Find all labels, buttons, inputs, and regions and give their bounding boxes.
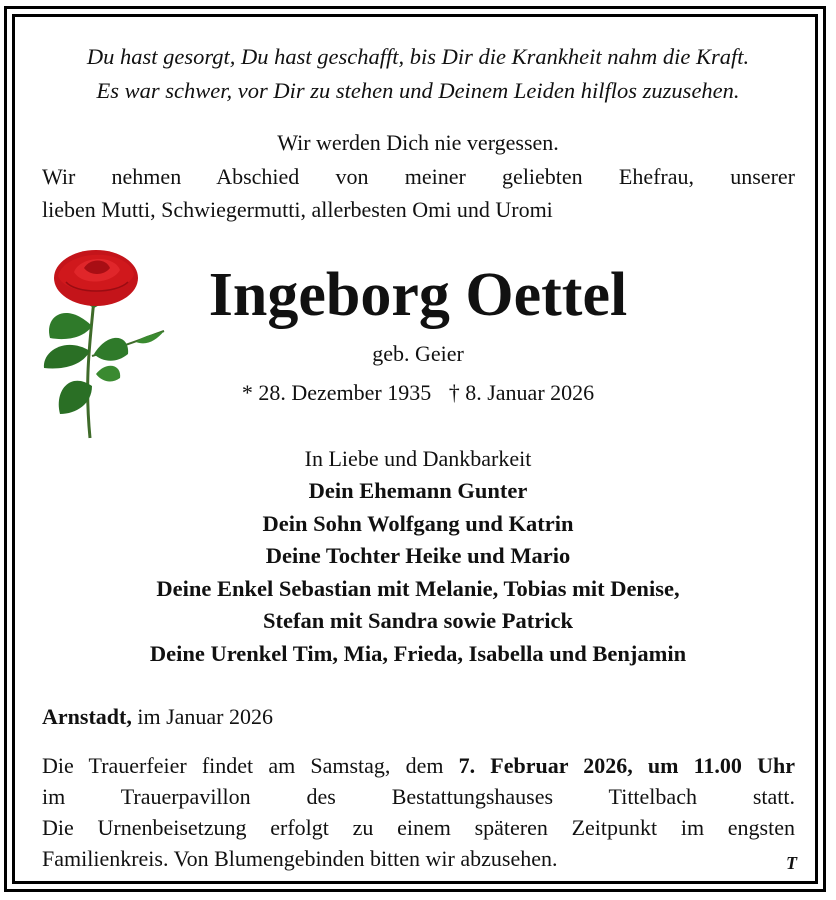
publisher-mark: T [786, 853, 797, 873]
maiden-name: geb. Geier [372, 341, 464, 366]
deceased-name: Ingeborg Oettel [208, 261, 628, 329]
place-date [42, 702, 273, 732]
intro-line-1: Wir werden Dich nie vergessen. [277, 130, 559, 155]
intro-line-2: Wir nehmen Abschied von meiner geliebten Ehefrau, unserer [42, 164, 795, 189]
life-dates [168, 378, 668, 408]
family-list [30, 443, 806, 671]
service-info [42, 750, 795, 874]
service-line-2: im Trauerpavillon des Bestattungshauses Tittelbach statt. [42, 784, 795, 809]
family-line: Deine Tochter Heike und Mario [265, 543, 571, 569]
service-line-4: Familienkreis. Von Blumengebinden bitten wir abzusehen. [42, 846, 558, 871]
rose-icon [36, 246, 168, 442]
place-city: Arnstadt, [42, 704, 132, 729]
family-line: Dein Ehemann Gunter [308, 478, 528, 503]
service-line-3: Die Urnenbeisetzung erfolgt zu einem späteren Zeitpunkt im engsten [42, 815, 795, 840]
family-line: Deine Urenkel Tim, Mia, Frieda, Isabella und Benjamin [149, 640, 687, 666]
family-line: Dein Sohn Wolfgang und Katrin [262, 510, 574, 536]
service-line-1 [42, 750, 795, 781]
service-date-time: 7. Februar 2026, um 11.00 Uhr [458, 753, 795, 778]
death-date: † 8. Januar 2026 [448, 380, 595, 405]
family-intro: In Liebe und Dankbarkeit [304, 446, 532, 471]
intro-text [42, 160, 795, 226]
intro-line-3: lieben Mutti, Schwiegermutti, allerbesten Omi und Uromi [42, 197, 553, 222]
poem-line-2: Es war schwer, vor Dir zu stehen und Deinem Leiden hilflos zuzusehen. [96, 78, 740, 103]
poem [30, 40, 806, 108]
place-month: im Januar 2026 [137, 704, 273, 729]
family-line: Stefan mit Sandra sowie Patrick [263, 608, 573, 634]
family-line: Deine Enkel Sebastian mit Melanie, Tobias mit Denise, [156, 575, 680, 601]
service-part-1: Die Trauerfeier findet am Samstag, dem [42, 753, 444, 778]
poem-line-1: Du hast gesorgt, Du hast geschafft, bis Dir die Krankheit nahm die Kraft. [86, 44, 750, 69]
birth-date: * 28. Dezember 1935 [241, 380, 432, 405]
